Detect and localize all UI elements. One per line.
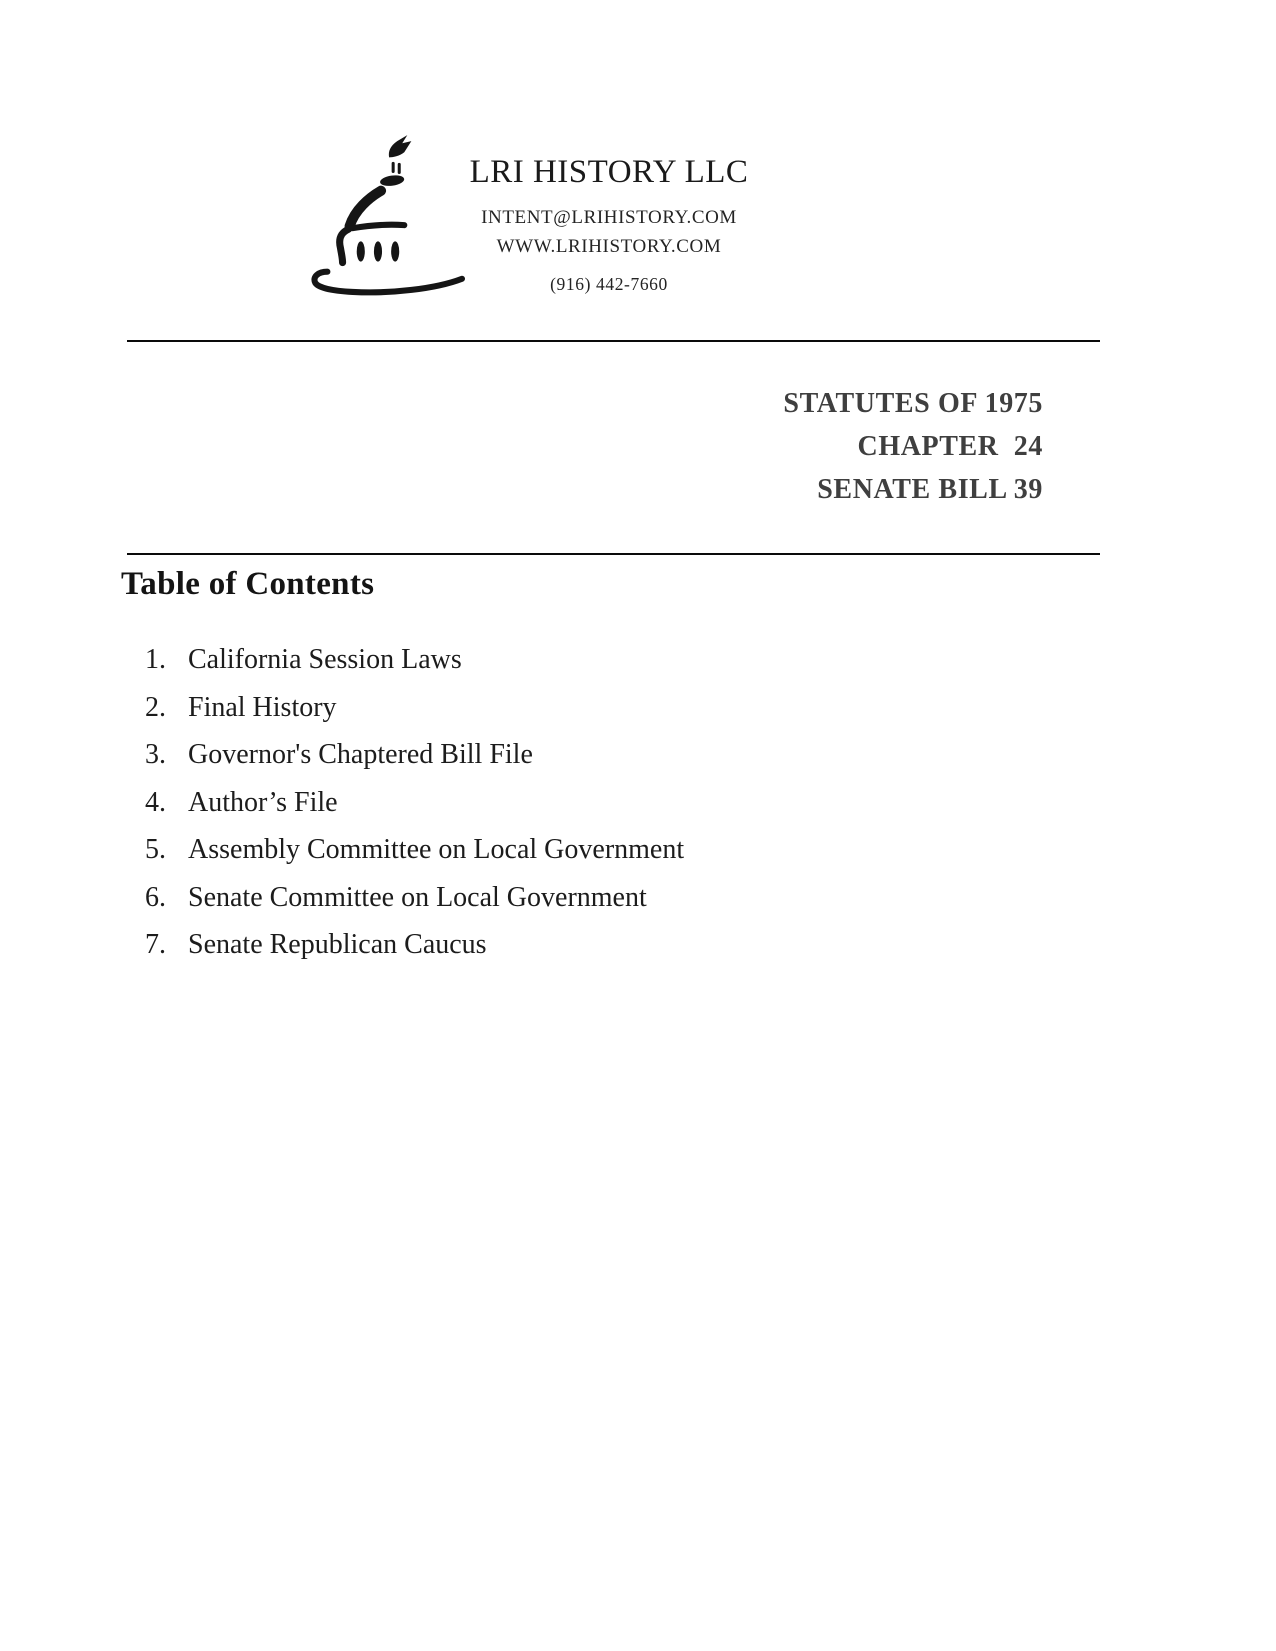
statutes-line: STATUTES OF 1975 bbox=[783, 388, 1043, 419]
toc-item bbox=[145, 646, 684, 674]
toc-item-number: 6. bbox=[145, 881, 166, 913]
toc-item bbox=[145, 741, 684, 769]
toc-item-label: Author’s File bbox=[188, 786, 338, 818]
toc-heading: Table of Contents bbox=[121, 566, 375, 602]
company-phone: (916) 442-7660 bbox=[550, 274, 668, 294]
toc-item-label: Assembly Committee on Local Government bbox=[188, 834, 685, 865]
divider-bottom bbox=[127, 553, 1100, 555]
capitol-dome-logo bbox=[294, 126, 466, 298]
chapter-line: CHAPTER 24 bbox=[857, 431, 1043, 462]
toc-item-label: Senate Republican Caucus bbox=[188, 929, 487, 960]
toc-item bbox=[145, 931, 684, 959]
toc-item-number: 4. bbox=[145, 786, 166, 818]
senate-bill-line: SENATE BILL 39 bbox=[817, 474, 1043, 505]
toc-item bbox=[145, 881, 684, 913]
toc-item-label: Governor's Chaptered Bill File bbox=[188, 739, 533, 770]
document-info-block bbox=[783, 382, 1043, 511]
toc-list bbox=[145, 646, 684, 979]
toc-item-number: 5. bbox=[145, 834, 166, 865]
divider-top bbox=[127, 340, 1100, 342]
toc-item-number: 7. bbox=[145, 929, 166, 960]
toc-item bbox=[145, 691, 684, 723]
company-website: WWW.LRIHISTORY.COM bbox=[496, 236, 722, 257]
toc-item-number: 1. bbox=[145, 644, 166, 675]
toc-item bbox=[145, 836, 684, 864]
toc-item-label: California Session Laws bbox=[188, 644, 462, 675]
capitol-dome-icon bbox=[294, 126, 466, 298]
letterhead-text bbox=[448, 150, 770, 299]
company-name: LRI HISTORY LLC bbox=[469, 154, 749, 190]
toc-item bbox=[145, 786, 684, 818]
toc-item-label: Senate Committee on Local Government bbox=[188, 881, 647, 913]
company-email: INTENT@LRIHISTORY.COM bbox=[481, 207, 737, 228]
toc-item-number: 3. bbox=[145, 739, 166, 770]
toc-item-number: 2. bbox=[145, 691, 166, 723]
toc-item-label: Final History bbox=[188, 691, 337, 723]
